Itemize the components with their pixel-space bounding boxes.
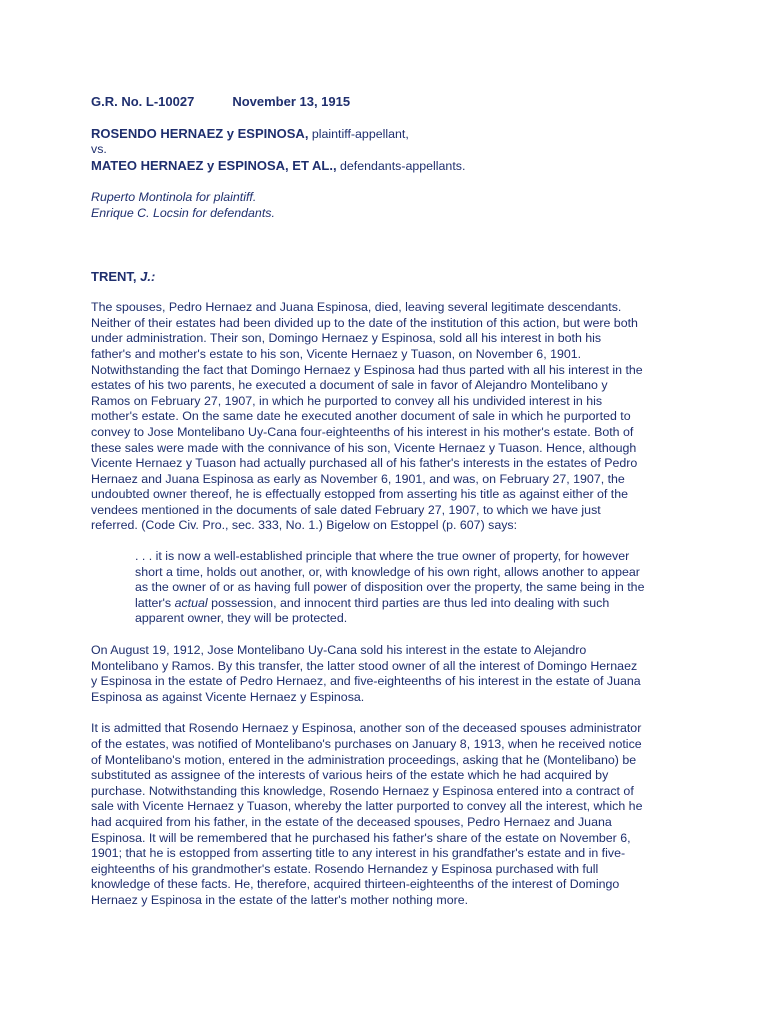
text-line: sale with Vicente Hernaez y Tuason, whereby the latter purported to convey all the interest, which he — [91, 799, 643, 814]
text-line: under administration. Their son, Domingo Hernaez y Espinosa, sold all his interest in both his — [91, 331, 602, 346]
text-line: substituted as assignee of the interests of various heirs of the estate which he had acquired by — [91, 768, 609, 783]
quote-line: as the owner of or as having full power of disposition over the property, the same being in the — [135, 580, 645, 595]
text-line: estates of his two parents, he executed a document of sale in favor of Alejandro Montelibano y — [91, 378, 608, 393]
quote-line: short a time, holds out another, or, with knowledge of his own right, allows another to appear — [135, 564, 640, 579]
versus-text: vs. — [91, 142, 107, 157]
text-line: It is admitted that Rosendo Hernaez y Espinosa, another son of the deceased spouses administrator — [91, 721, 642, 736]
text-line: y Espinosa in the estate of Pedro Hernaez, and five-eighteenths of his interest in the estate of Juana — [91, 674, 641, 689]
text-line: Vicente Hernaez y Tuason had actually purchased all of his father's interests in the estates of Pedro — [91, 456, 638, 471]
text-line: vendees mentioned in the documents of sale dated February 27, 1907, to which we have just — [91, 502, 601, 517]
text-line: Hernaez and Juana Espinosa as early as November 6, 1901, and was, on February 27, 1907, the — [91, 471, 625, 486]
text-line: The spouses, Pedro Hernaez and Juana Espinosa, died, leaving several legitimate descendants. — [91, 300, 622, 315]
text-line: Ramos on February 27, 1907, in which he purported to convey all his undivided interest in his — [91, 393, 603, 408]
text-line: mother's estate. On the same date he executed another document of sale in which he purported to — [91, 409, 631, 424]
text-line: referred. (Code Civ. Pro., sec. 333, No. 1.) Bigelow on Estoppel (p. 607) says: — [91, 518, 518, 533]
quote-line-4-start: latter's — [135, 595, 175, 610]
judge-initial: J.: — [140, 268, 156, 284]
quote-line-4 — [135, 596, 679, 612]
case-date: November 13, 1915 — [232, 94, 351, 109]
judge-name: TRENT, — [91, 268, 141, 284]
ponente — [91, 269, 679, 285]
text-line: Montelibano y Ramos. By this transfer, the latter stood owner of all the interest of Domingo Hernaez — [91, 658, 638, 673]
text-line: On August 19, 1912, Jose Montelibano Uy-Cana sold his interest in the estate to Alejandro — [91, 643, 587, 658]
parties-block — [91, 126, 679, 175]
text-line: eighteenths of his grandmother's estate. Rosendo Hernandez y Espinosa purchased with full — [91, 861, 599, 876]
quote-line: apparent owner, they will be protected. — [135, 611, 348, 626]
text-line: of the estates, was notified of Montelibano's purchases on January 8, 1913, when he received notice — [91, 737, 642, 751]
defendant-role: defendants-appellants. — [336, 158, 466, 173]
case-header — [91, 94, 679, 110]
paragraph-3 — [91, 721, 679, 908]
text-line: 1901; that he is estopped from asserting title to any interest in his grandfather's estate and in five- — [91, 846, 626, 861]
block-quote — [135, 549, 679, 627]
text-line: undoubted owner thereof, he is effectually estopped from asserting his title as against either of the — [91, 487, 629, 502]
text-line: these sales were made with the connivance of his son, Vicente Hernaez y Tuason. Hence, although — [91, 440, 637, 455]
text-line: Neither of their estates had been divided up to the date of the institution of this action, but were both — [91, 315, 638, 330]
defendant-line — [91, 158, 679, 175]
plaintiff-line — [91, 126, 679, 143]
paragraph-2 — [91, 643, 679, 705]
text-line: Espinosa as against Vicente Hernaez y Espinosa. — [91, 689, 365, 704]
counsel-defendants: Enrique C. Locsin for defendants. — [91, 205, 275, 220]
case-number: G.R. No. L-10027 — [91, 94, 195, 109]
text-line: purchase. Notwithstanding this knowledge, Rosendo Hernaez y Espinosa entered into a contract of — [91, 783, 634, 798]
counsel-plaintiff: Ruperto Montinola for plaintiff. — [91, 190, 257, 205]
text-line: convey to Jose Montelibano Uy-Cana four-eighteenths of his interest in his mother's estate. Both of — [91, 424, 634, 439]
text-line: knowledge of these facts. He, therefore, acquired thirteen-eighteenths of the interest of Domingo — [91, 877, 620, 892]
text-line: father's and mother's estate to his son, Vicente Hernaez y Tuason, on November 6, 1901. — [91, 346, 582, 361]
quote-line: . . . it is now a well-established principle that where the true owner of property, for however — [135, 549, 630, 564]
defendant-name: MATEO HERNAEZ y ESPINOSA, ET AL., — [91, 157, 337, 173]
document-page — [91, 94, 679, 909]
text-line: Notwithstanding the fact that Domingo Hernaez y Espinosa had thus parted with all his interest in the — [91, 362, 643, 377]
quote-line-4-italic: actual — [174, 595, 208, 610]
quote-line-4-end: possession, and innocent third parties are thus led into dealing with such — [207, 595, 610, 610]
plaintiff-name: ROSENDO HERNAEZ y ESPINOSA, — [91, 125, 309, 141]
text-line: Espinosa. It will be remembered that he purchased his father's share of the estate on November 6, — [91, 830, 631, 845]
counsel-block — [91, 190, 679, 221]
text-line: had acquired from his father, in the estate of the deceased spouses, Pedro Hernaez and Juana — [91, 814, 612, 829]
text-line: Hernaez y Espinosa in the estate of the latter's mother nothing more. — [91, 892, 469, 907]
paragraph-1 — [91, 300, 679, 534]
text-line: of Montelibano's motion, entered in the administration proceedings, asking that he (Montelibano) be — [91, 752, 637, 767]
plaintiff-role: plaintiff-appellant, — [308, 126, 409, 141]
